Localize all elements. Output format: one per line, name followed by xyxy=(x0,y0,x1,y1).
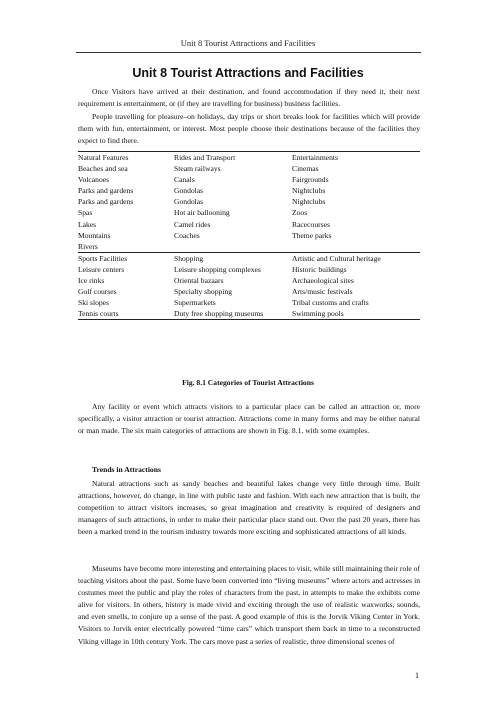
table-cell: Historic buildings xyxy=(292,264,347,274)
table-row xyxy=(78,152,420,164)
intro-paragraph-2: People travelling for pleasure–on holidays, day trips or short breaks look for facilities which will provide them with fun, entertainment, or interest. Most people choose their destinations because of the facilities they expect to find there. xyxy=(78,112,420,146)
table-cell: Hot air ballooning xyxy=(174,208,230,218)
table-cell: Arts/music festivals xyxy=(292,287,353,297)
table-cell: Gondolas xyxy=(174,197,204,207)
table-cell: Spas xyxy=(78,208,93,218)
attractions-table xyxy=(78,151,420,320)
table-cell: Parks and gardens xyxy=(78,186,134,196)
table-cell: Theme parks xyxy=(292,230,332,240)
table-cell: Beaches and sea xyxy=(78,164,128,174)
table-cell: Rivers xyxy=(78,241,98,251)
table-cell: Leisure centers xyxy=(78,264,125,274)
table-cell: Oriental bazaars xyxy=(174,276,224,286)
table-row xyxy=(78,219,420,230)
table-cell: Mountains xyxy=(78,230,111,240)
table-row xyxy=(78,252,420,264)
table-cell: Coaches xyxy=(174,230,200,240)
table-cell: Camel rides xyxy=(174,219,211,229)
table-cell: Rides and Transport xyxy=(174,153,236,162)
table-row xyxy=(78,264,420,275)
table-cell: Tennis courts xyxy=(78,309,119,319)
table-row xyxy=(78,207,420,218)
table-cell: Nightclubs xyxy=(292,197,326,207)
table-row xyxy=(78,297,420,308)
table-cell: Canals xyxy=(174,175,195,185)
table-cell: Sports Facilities xyxy=(78,252,174,264)
intro-paragraph-1: Once Visitors have arrived at their destination, and found accommodation if they need it, their next requirement is entertainment, or (if they are travelling for business) business facilities. xyxy=(78,87,420,109)
table-cell: Cinemas xyxy=(292,164,319,174)
table-cell: Entertainments xyxy=(292,153,338,162)
table-cell: Ski slopes xyxy=(78,298,110,308)
page-number: 1 xyxy=(415,671,419,680)
running-head: Unit 8 Tourist Attractions and Facilities xyxy=(180,38,316,48)
section-paragraph-2: Museums have become more interesting and entertaining places to visit, while still maintaining their role of teaching visitors about the past. Some have been converted into “living museums” where actors and actresses in costumes meet the public and play the roles of characters from the past, in attempts to make the exhibits come alive for visitors. In others, history is made vivid and exciting through the use of realistic waxworks, sounds, and even smells, to conjure up a sense of the past. A good example of this is the Jorvik Viking Center in York. Visitors to Jorvik enter electrically powered “time cars” which transport them back in time to a reconstructed Viking village in 10th century York. The cars move past a series of realistic, three dimensional scenes of xyxy=(78,564,420,646)
section-heading: Trends in Attractions xyxy=(92,465,161,474)
table-row xyxy=(78,308,420,320)
table-row xyxy=(78,286,420,297)
table-cell: Zoos xyxy=(292,208,308,218)
table-row xyxy=(78,185,420,196)
table-cell: Golf courses xyxy=(78,287,117,297)
table-cell: Racecourses xyxy=(292,219,330,229)
table-cell: Leisure shopping complexes xyxy=(174,264,261,274)
header-rule xyxy=(76,52,421,53)
section-paragraph-1: Natural attractions such as sandy beaches and beautiful lakes change very little through time. Built attractions, however, do change, in line with public taste and fashion. With each new attraction that is built, the competition to attract visitors increases, so great imagination and creativity is required of designers and managers of such attractions, in order to make their particular place stand out. Over the past 20 years, there has been a marked trend in the tourism industry towards more exciting and sophisticated attractions of all kinds. xyxy=(78,479,420,537)
table-cell: Natural Features xyxy=(78,153,129,162)
table-cell: Lakes xyxy=(78,219,97,229)
unit-title: Unit 8 Tourist Attractions and Facilities xyxy=(132,66,364,80)
table-cell: Nightclubs xyxy=(292,186,326,196)
table-row xyxy=(78,275,420,286)
table-cell: Duty free shopping museums xyxy=(174,309,264,319)
table-cell: Steam railways xyxy=(174,164,221,174)
table-cell: Artistic and Cultural heritage xyxy=(292,252,420,264)
table-row xyxy=(78,196,420,207)
table-cell: Swimming pools xyxy=(292,309,344,319)
table-cell: Parks and gardens xyxy=(78,197,134,207)
table-cell: Supermarkets xyxy=(174,298,216,308)
table-cell xyxy=(292,241,420,253)
table-cell: Gondolas xyxy=(174,186,204,196)
table-cell: Fairgrounds xyxy=(292,175,329,185)
table-cell: Shopping xyxy=(174,252,292,264)
table-cell xyxy=(174,241,292,253)
table-row xyxy=(78,230,420,241)
table-cell: Ice rinks xyxy=(78,276,105,286)
table-row xyxy=(78,163,420,174)
table-row xyxy=(78,241,420,253)
table-cell: Volcanoes xyxy=(78,175,110,185)
table-cell: Specialty shopping xyxy=(174,287,233,297)
table-row xyxy=(78,174,420,185)
table-cell: Archaeological sites xyxy=(292,276,354,286)
table-cell: Tribal customs and crafts xyxy=(292,298,369,308)
body-paragraph-1: Any facility or event which attracts visitors to a particular place can be called an attraction or, more specifically, a visitor attraction or tourist attraction. Attractions come in many forms and may be either natural or man made. The six main categories of attractions are shown in Fig. 8.1, with some examples. xyxy=(78,402,420,436)
figure-caption: Fig. 8.1 Categories of Tourist Attractions xyxy=(182,378,314,387)
